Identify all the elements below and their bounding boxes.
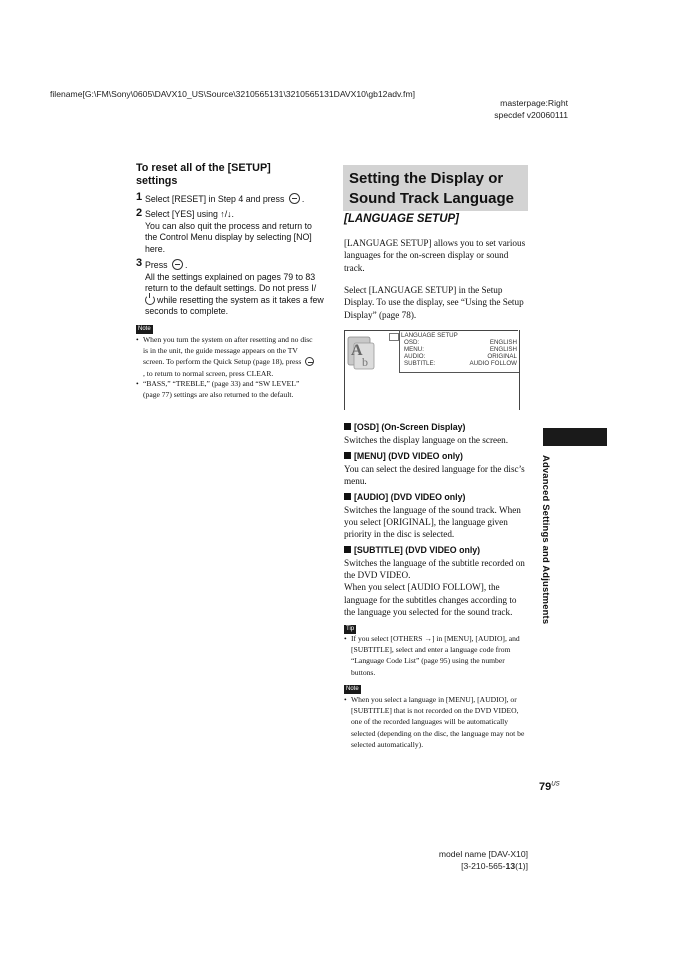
step-2: 2 Select [YES] using ↑/↓. You can also quit the process and return to the Control Menu display by selecting [NO] here.	[136, 207, 312, 254]
note-label-2: Note	[346, 686, 359, 692]
note-item: • When you turn the system on after resetting and no disc is in the unit, the guide message appears on the TV screen. To perform the Quick Setup (page 18), press , to return to normal screen, press CLEAR.	[136, 335, 313, 378]
note-item: • “BASS,” “TREBLE,” (page 33) and “SW LEVEL” (page 77) settings are also returned to the default.	[136, 379, 300, 400]
menu-description: You can select the desired language for the disc’s menu.	[344, 464, 525, 487]
menu-heading: [MENU] (DVD VIDEO only)	[344, 451, 463, 462]
intro-paragraph: [LANGUAGE SETUP] allows you to set various languages for the on-screen display or sound track.	[344, 238, 526, 273]
screen-row-menu: MENU: ENGLISH	[404, 346, 517, 353]
filename-header: filename[G:\FM\Sony\0605\DAVX10_US\Source\3210565131\3210565131DAVX10\gb12adv.fm]	[50, 89, 415, 99]
step-3: 3 Press . All the settings explained on pages 79 to 83 return to the default settings. Do not press I/ while resetting the system as it takes a few seconds to complete.	[136, 257, 324, 317]
intro-paragraph-2: Select [LANGUAGE SETUP] in the Setup Display. To use the display, see “Using the Setup Display” (page 78).	[344, 285, 524, 320]
step-1: 1 Select [RESET] in Step 4 and press .	[136, 191, 305, 204]
audio-description: Switches the language of the sound track. When you select [ORIGINAL], the language given priority in the disc is selected.	[344, 505, 521, 540]
square-bullet-icon	[344, 423, 351, 430]
enter-button-icon	[289, 193, 300, 204]
osd-description: Switches the display language on the screen.	[344, 435, 509, 445]
page-number: $79^{US}$	[539, 781, 560, 793]
square-bullet-icon	[344, 493, 351, 500]
icon-glyph-a: A	[351, 342, 363, 359]
subtitle-heading: [SUBTITLE] (DVD VIDEO only)	[344, 545, 480, 556]
square-bullet-icon	[344, 452, 351, 459]
section-subtitle: [LANGUAGE SETUP]	[344, 213, 459, 225]
section-tab-marker	[543, 428, 607, 446]
screen-row-subtitle: SUBTITLE: AUDIO FOLLOW	[404, 360, 517, 367]
note-item-2: • When you select a language in [MENU], [AUDIO], or [SUBTITLE] that is not recorded on the DVD VIDEO, one of the recorded languages will be automatically selected (depending on the disc, the language may not be selected automatically).	[344, 695, 525, 749]
reset-heading: To reset all of the [SETUP] settings	[136, 162, 271, 187]
masterpage-label: masterpage:Right	[500, 98, 568, 108]
section-title: Setting the Display or Sound Track Language	[349, 170, 515, 207]
part-code: [3-210-565-13(1)]	[461, 861, 528, 871]
section-tab-label: Advanced Settings and Adjustments	[541, 455, 552, 625]
selection-cursor-icon	[389, 333, 399, 341]
model-name: model name [DAV-X10]	[438, 849, 528, 859]
audio-heading: [AUDIO] (DVD VIDEO only)	[344, 492, 465, 503]
enter-button-icon	[172, 259, 183, 270]
enter-button-icon	[305, 357, 314, 366]
note-label: Note	[138, 326, 151, 332]
screen-heading: LANGUAGE SETUP	[401, 332, 458, 339]
power-icon	[145, 295, 155, 305]
osd-heading: [OSD] (On-Screen Display)	[344, 422, 465, 433]
screen-row-osd: OSD: ENGLISH	[404, 339, 517, 346]
language-setup-panel	[399, 330, 519, 373]
language-setup-icon	[346, 335, 376, 371]
specdef-label: specdef v20060111	[494, 110, 568, 120]
subtitle-description: Switches the language of the subtitle recorded on the DVD VIDEO. When you select [AUDIO FOLLOW], the language for the subtitles changes according to the language you selected for the sound track.	[344, 558, 525, 617]
square-bullet-icon	[344, 546, 351, 553]
tip-label: Tip	[346, 626, 355, 632]
screen-row-audio: AUDIO: ORIGINAL	[404, 353, 517, 360]
icon-glyph-b: b	[362, 355, 368, 369]
tip-item: • If you select [OTHERS →] in [MENU], [AUDIO], and [SUBTITLE], select and enter a language code from “Language Code List” (page 95) using the number buttons.	[344, 634, 520, 677]
